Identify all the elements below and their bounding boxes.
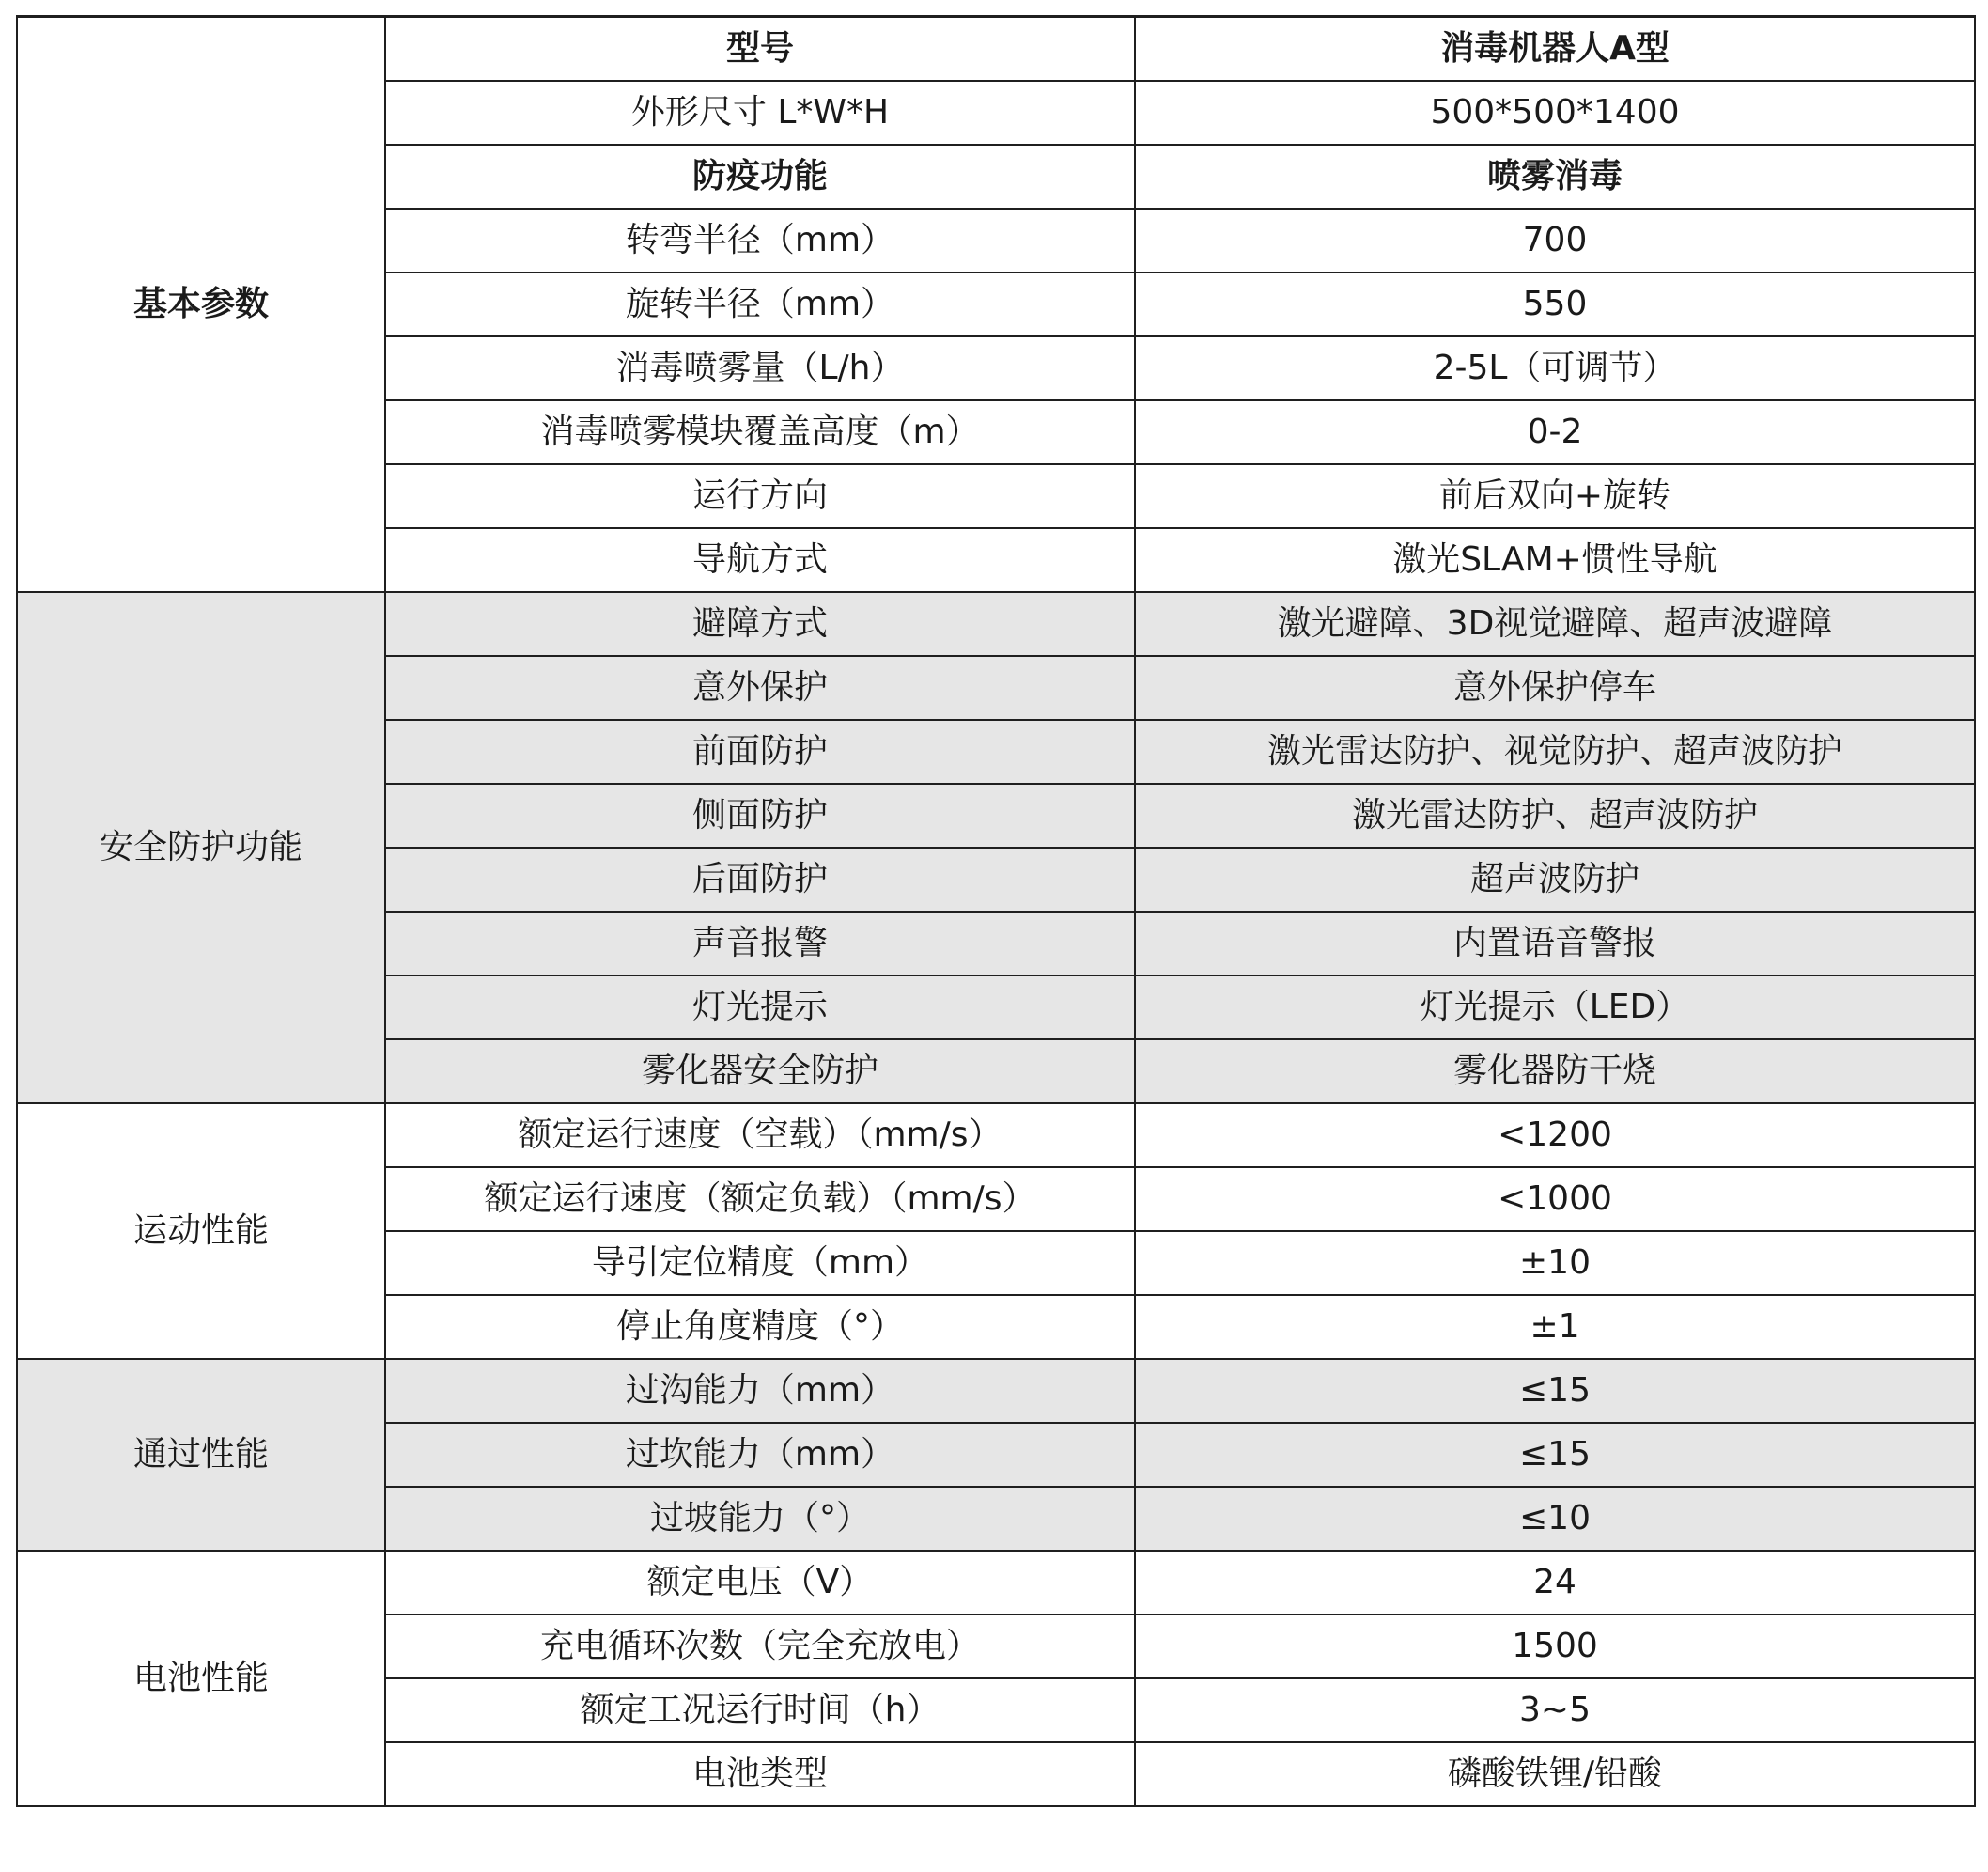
param-label-cell: 侧面防护: [385, 784, 1135, 848]
param-value-cell: 内置语音警报: [1135, 912, 1975, 975]
table-row: [17, 1551, 1975, 1615]
param-value-cell: 24: [1135, 1551, 1975, 1615]
param-label-cell: 后面防护: [385, 848, 1135, 912]
param-label-cell: 雾化器安全防护: [385, 1039, 1135, 1103]
param-value-cell: 激光雷达防护、超声波防护: [1135, 784, 1975, 848]
param-value-cell: 2-5L（可调节）: [1135, 336, 1975, 400]
param-value-cell: 3~5: [1135, 1678, 1975, 1742]
param-label-cell: 旋转半径（mm）: [385, 273, 1135, 336]
param-value-cell: ±10: [1135, 1231, 1975, 1295]
param-label-cell: 电池类型: [385, 1742, 1135, 1806]
param-value-cell: 意外保护停车: [1135, 656, 1975, 720]
param-label-cell: 意外保护: [385, 656, 1135, 720]
param-value-cell: 灯光提示（LED）: [1135, 975, 1975, 1039]
param-label-cell: 导引定位精度（mm）: [385, 1231, 1135, 1295]
param-label-cell: 转弯半径（mm）: [385, 209, 1135, 273]
param-label-cell: 过坡能力（°）: [385, 1487, 1135, 1551]
param-value-cell: ≤15: [1135, 1423, 1975, 1487]
spec-table: [16, 15, 1976, 1807]
param-value-cell: 700: [1135, 209, 1975, 273]
param-label-cell: 过坎能力（mm）: [385, 1423, 1135, 1487]
param-label-cell: 运行方向: [385, 464, 1135, 528]
param-value-cell: 前后双向+旋转: [1135, 464, 1975, 528]
param-value-cell: 550: [1135, 273, 1975, 336]
param-label-cell: 消毒喷雾模块覆盖高度（m）: [385, 400, 1135, 464]
param-label-cell: 防疫功能: [385, 145, 1135, 209]
param-value-cell: 磷酸铁锂/铅酸: [1135, 1742, 1975, 1806]
header-row: [17, 17, 1975, 82]
param-value-cell: ≤15: [1135, 1359, 1975, 1423]
category-cell: 运动性能: [17, 1103, 385, 1359]
table-row: [17, 592, 1975, 656]
category-cell: 通过性能: [17, 1359, 385, 1551]
param-label-cell: 避障方式: [385, 592, 1135, 656]
param-label-cell: 过沟能力（mm）: [385, 1359, 1135, 1423]
param-label-cell: 消毒喷雾量（L/h）: [385, 336, 1135, 400]
param-value-cell: 激光雷达防护、视觉防护、超声波防护: [1135, 720, 1975, 784]
header-label-cell: 型号: [385, 17, 1135, 82]
header-value-cell: 消毒机器人A型: [1135, 17, 1975, 82]
param-label-cell: 额定电压（V）: [385, 1551, 1135, 1615]
param-value-cell: 500*500*1400: [1135, 81, 1975, 145]
param-value-cell: 雾化器防干烧: [1135, 1039, 1975, 1103]
category-cell: 安全防护功能: [17, 592, 385, 1103]
table-row: [17, 1103, 1975, 1167]
param-value-cell: <1000: [1135, 1167, 1975, 1231]
param-value-cell: ±1: [1135, 1295, 1975, 1359]
param-label-cell: 灯光提示: [385, 975, 1135, 1039]
param-value-cell: ≤10: [1135, 1487, 1975, 1551]
param-label-cell: 额定工况运行时间（h）: [385, 1678, 1135, 1742]
param-value-cell: 超声波防护: [1135, 848, 1975, 912]
param-value-cell: 喷雾消毒: [1135, 145, 1975, 209]
param-value-cell: 0-2: [1135, 400, 1975, 464]
category-cell: 基本参数: [17, 17, 385, 593]
param-label-cell: 外形尺寸 L*W*H: [385, 81, 1135, 145]
param-value-cell: 激光避障、3D视觉避障、超声波避障: [1135, 592, 1975, 656]
param-value-cell: 激光SLAM+惯性导航: [1135, 528, 1975, 592]
spec-table-body: [17, 17, 1975, 1807]
param-label-cell: 额定运行速度（额定负载）（mm/s）: [385, 1167, 1135, 1231]
param-value-cell: <1200: [1135, 1103, 1975, 1167]
param-label-cell: 充电循环次数（完全充放电）: [385, 1615, 1135, 1678]
param-label-cell: 前面防护: [385, 720, 1135, 784]
param-label-cell: 停止角度精度（°）: [385, 1295, 1135, 1359]
param-value-cell: 1500: [1135, 1615, 1975, 1678]
param-label-cell: 声音报警: [385, 912, 1135, 975]
category-cell: 电池性能: [17, 1551, 385, 1806]
table-row: [17, 1359, 1975, 1423]
param-label-cell: 额定运行速度（空载）（mm/s）: [385, 1103, 1135, 1167]
param-label-cell: 导航方式: [385, 528, 1135, 592]
